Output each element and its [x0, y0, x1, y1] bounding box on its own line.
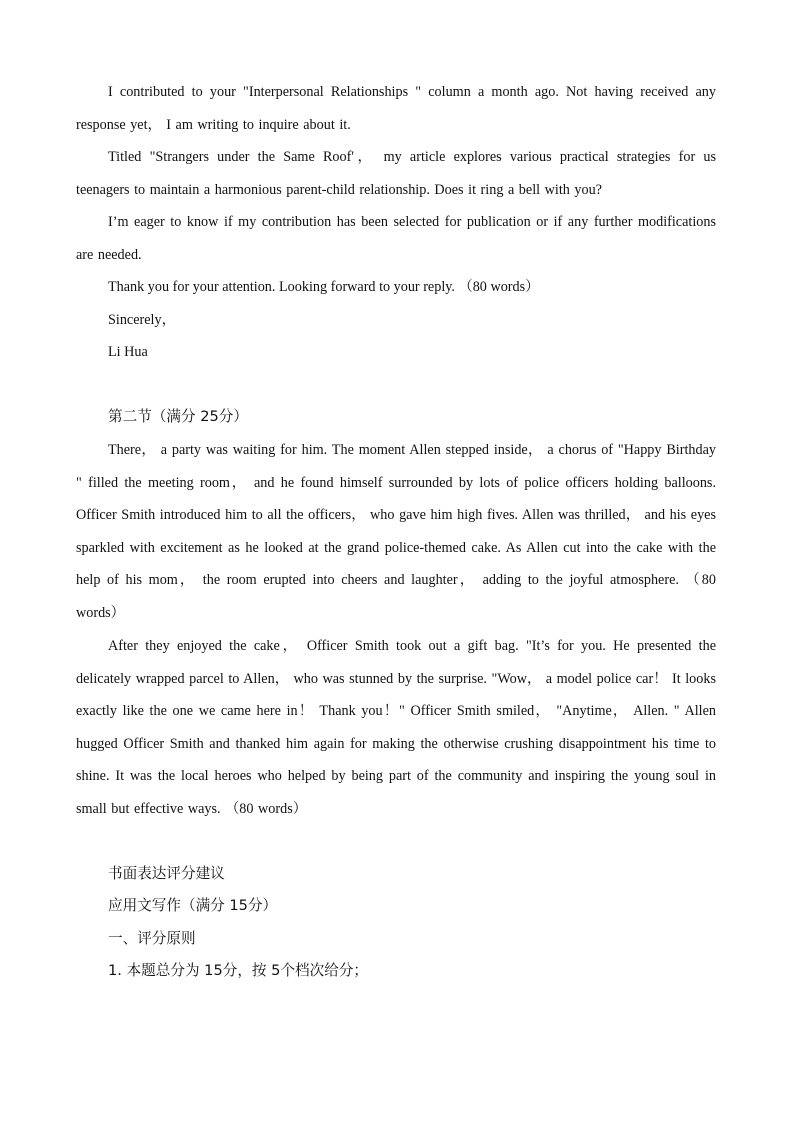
section-2-paragraph-2: After they enjoyed the cake， Officer Smith took out a gift bag. "It’s for you. He presented the delicately wrapped parcel to Allen， who was stunned by the surprise. "Wow， a model police car！ It looks exactly like the one we came here in！ Thank you！" Officer Smith smiled， "Anytime， Allen. " Allen hugged Officer Smith and thanked him again for making the otherwise crushing disappointment his time to shine. It was the local heroes who helped by being part of the community and inspiring the young soul in small but effective ways. （80 words）: [76, 638, 716, 817]
letter-paragraph-1: I contributed to your "Interpersonal Relationships " column a month ago. Not having received any response yet， I am writing to inquire about it.: [76, 84, 716, 133]
scoring-title: 书面表达评分建议: [108, 865, 225, 882]
letter-paragraph-2: Titled "Strangers under the Same Roof'， my article explores various practical strategies for us teenagers to maintain a harmonious parent-child relationship. Does it ring a bell with you?: [76, 149, 716, 198]
section-2-paragraph-1: There， a party was waiting for him. The moment Allen stepped inside， a chorus of "Happy Birthday " filled the meeting room， and he found himself surrounded by lots of police officers holding balloons. Officer Smith introduced him to all the officers， who gave him high fives. Allen was thrilled， and his eyes sparkled with excitement as he looked at the grand police-themed cake. As Allen cut into the cake with the help of his mom， the room erupted into cheers and laughter， adding to the joyful atmosphere. （80 words）: [76, 442, 716, 621]
scoring-subtitle: 应用文写作（满分 15分）: [108, 897, 278, 914]
principle-item-1: 1. 本题总分为 15分，按 5个档次给分；: [108, 962, 369, 979]
letter-closing: Sincerely，: [108, 312, 176, 328]
principles-heading: 一、评分原则: [108, 930, 196, 947]
letter-paragraph-4: Thank you for your attention. Looking forward to your reply. （80 words）: [108, 279, 540, 295]
letter-signature: Li Hua: [108, 344, 148, 360]
letter-paragraph-3: I’m eager to know if my contribution has been selected for publication or if any further modifications are needed.: [76, 214, 716, 263]
section-2-heading: 第二节（满分 25分）: [108, 408, 248, 425]
